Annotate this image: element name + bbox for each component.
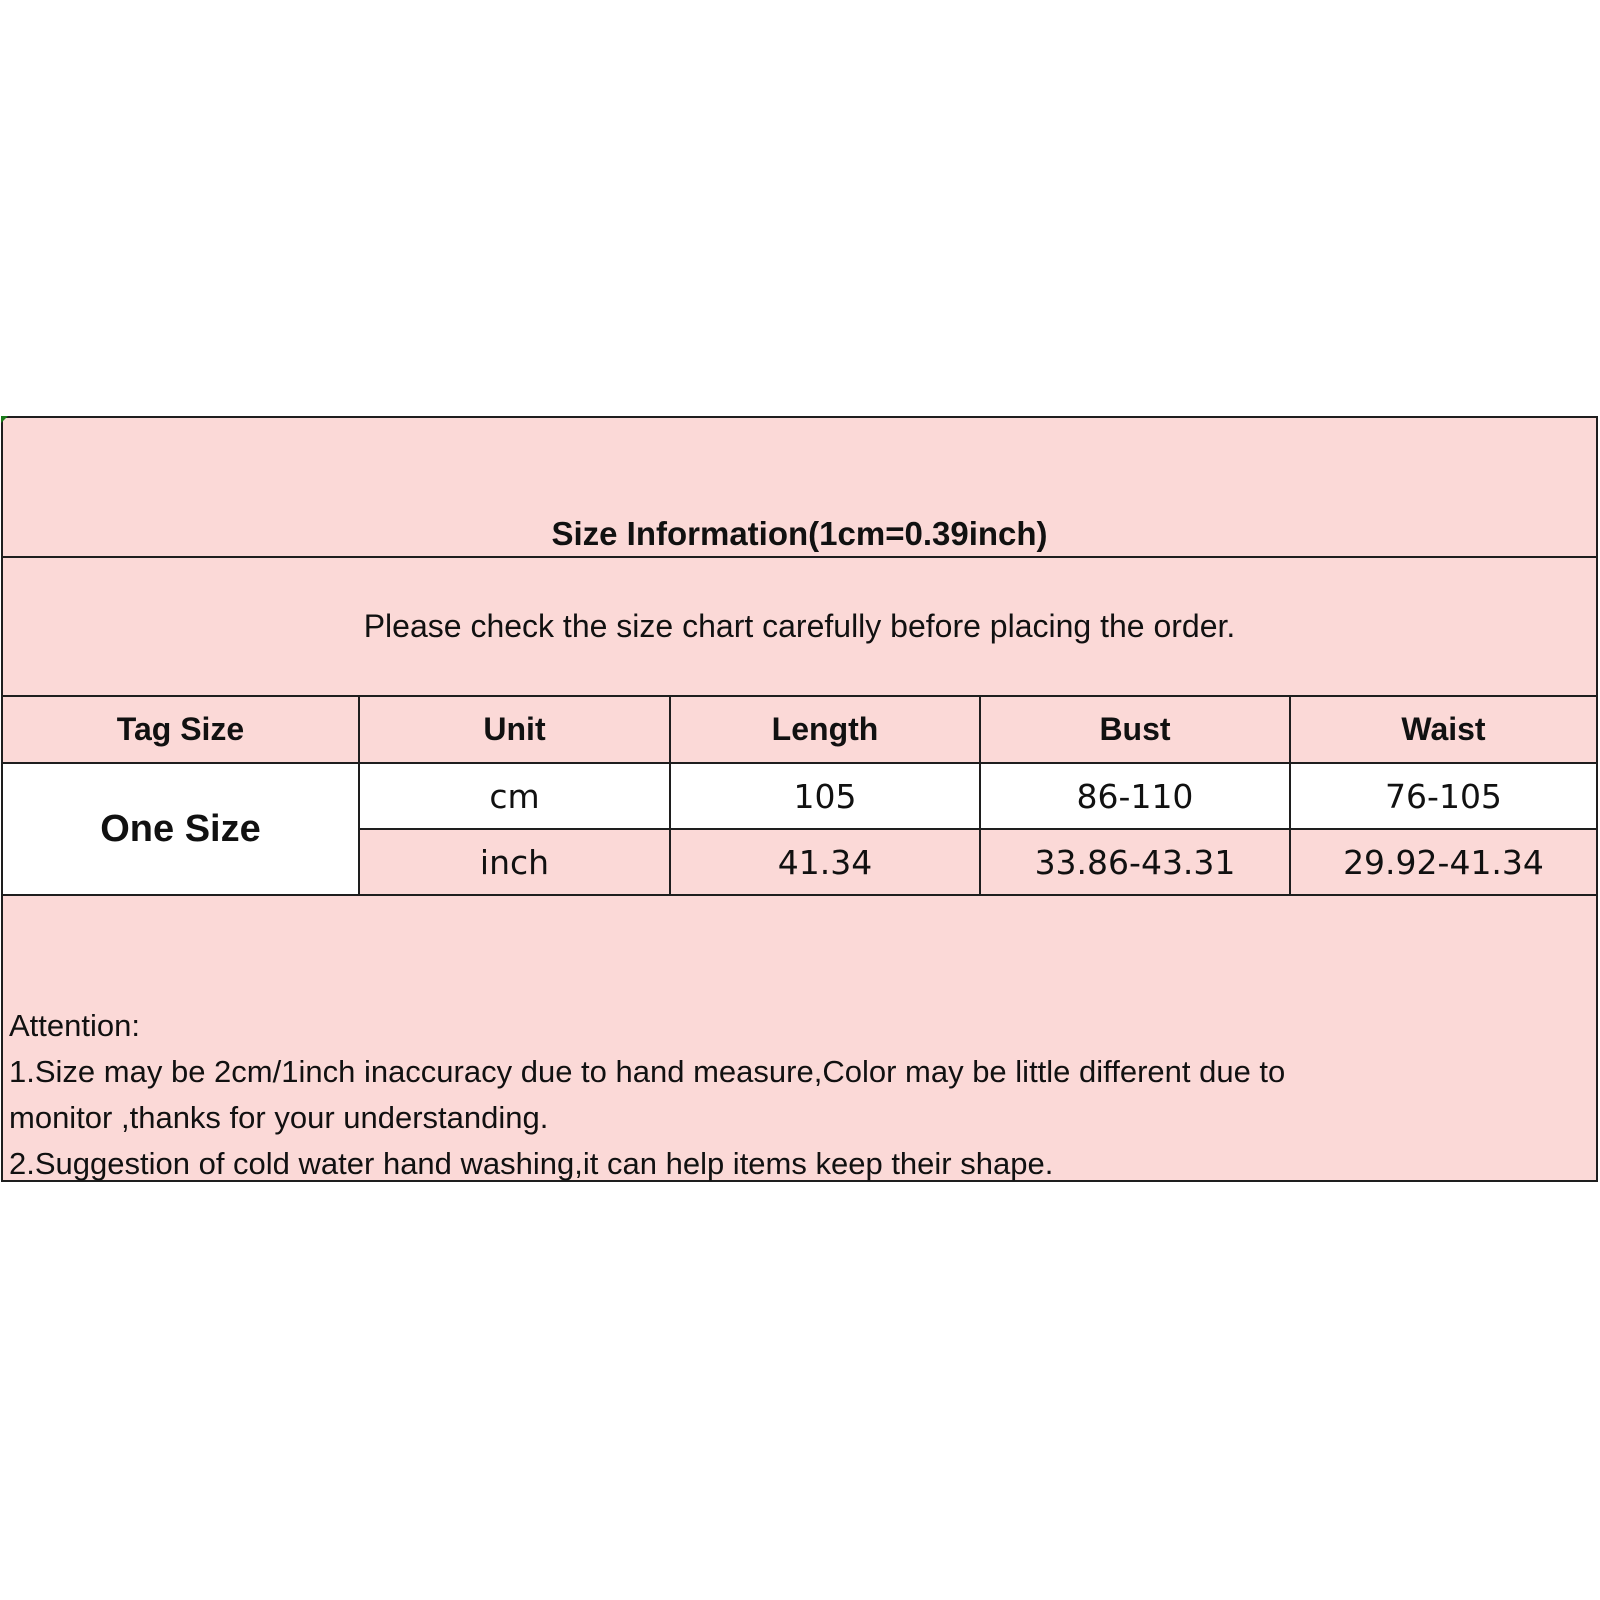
- size-notice: Please check the size chart carefully before placing the order.: [363, 608, 1236, 644]
- table-row: [3, 763, 1596, 829]
- size-chart-title: Size Information(1cm=0.39inch): [551, 515, 1048, 552]
- header-unit: Unit: [359, 697, 670, 763]
- attention-notes: [9, 1003, 1576, 1187]
- bust-cell: 33.86-43.31: [980, 829, 1290, 895]
- header-tag-size: Tag Size: [3, 697, 359, 763]
- waist-cell: 76-105: [1290, 763, 1596, 829]
- title-row: [3, 418, 1596, 558]
- attention-line: 1.Size may be 2cm/1inch inaccuracy due to hand measure,Color may be little different due to: [9, 1054, 1286, 1089]
- header-length: Length: [670, 697, 980, 763]
- unit-cell: inch: [359, 829, 670, 895]
- size-table: [3, 697, 1596, 896]
- length-cell: 41.34: [670, 829, 980, 895]
- table-header-row: [3, 697, 1596, 763]
- header-bust: Bust: [980, 697, 1290, 763]
- attention-heading: Attention:: [9, 1008, 140, 1043]
- bust-cell: 86-110: [980, 763, 1290, 829]
- size-chart: [1, 416, 1598, 1182]
- unit-cell: cm: [359, 763, 670, 829]
- notice-row: [3, 558, 1596, 697]
- waist-cell: 29.92-41.34: [1290, 829, 1596, 895]
- header-waist: Waist: [1290, 697, 1596, 763]
- attention-line: 2.Suggestion of cold water hand washing,it can help items keep their shape.: [9, 1146, 1054, 1181]
- attention-line: monitor ,thanks for your understanding.: [9, 1100, 549, 1135]
- tag-size-cell: One Size: [3, 763, 359, 895]
- length-cell: 105: [670, 763, 980, 829]
